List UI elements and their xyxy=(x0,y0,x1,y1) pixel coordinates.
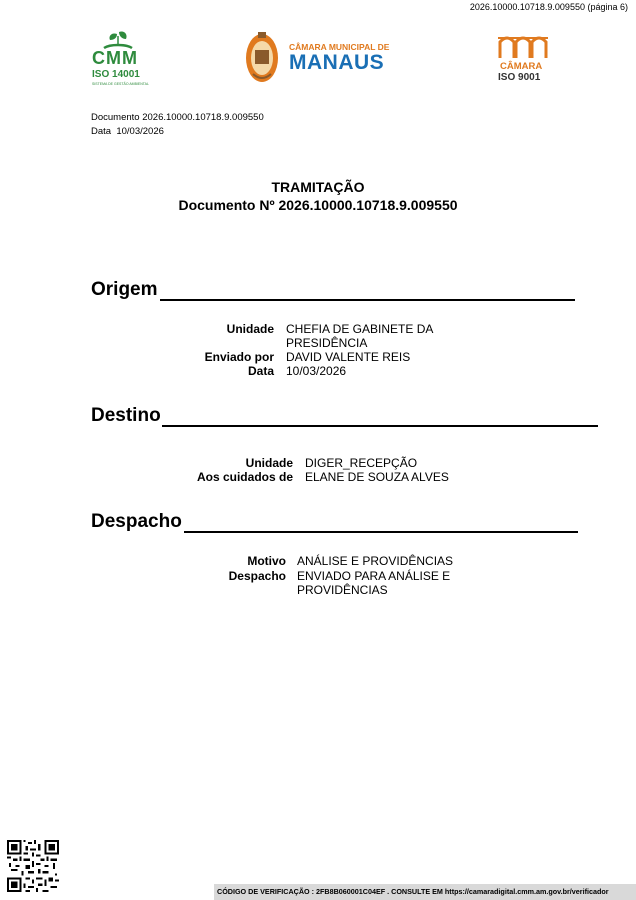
despacho-despacho-value-1: ENVIADO PARA ANÁLISE E xyxy=(297,569,451,583)
page-reference: 2026.10000.10718.9.009550 (página 6) xyxy=(469,2,628,12)
document-number-line: Documento 2026.10000.10718.9.009550 xyxy=(91,112,264,123)
origem-unidade-value-2: PRESIDÊNCIA xyxy=(286,336,368,350)
cmm-logo-text: CMM xyxy=(92,48,138,68)
arches-icon xyxy=(496,32,550,60)
document-date-line: Data 10/03/2026 xyxy=(91,126,164,137)
page-title xyxy=(0,178,636,214)
coat-of-arms-icon xyxy=(243,28,281,86)
title-document-number: Documento Nº 2026.10000.10718.9.009550 xyxy=(178,197,458,213)
destino-unidade-label: Unidade xyxy=(245,456,293,470)
destino-rule xyxy=(162,425,598,427)
despacho-heading: Despacho xyxy=(91,511,182,532)
verification-footer: CÓDIGO DE VERIFICAÇÃO : 2FB8B060001C04EF . CONSULTE EM https://camaradigital.cmm.am.gov.br/verificador xyxy=(214,884,636,900)
cmm-iso14001-logo xyxy=(88,30,149,88)
camara-iso9001-logo xyxy=(496,32,550,84)
destino-cuidados-value: ELANE DE SOUZA ALVES xyxy=(305,470,449,484)
camara-manaus-logo xyxy=(243,28,393,86)
iso-logo-9001: ISO 9001 xyxy=(498,72,541,83)
origem-heading: Origem xyxy=(91,279,158,300)
manaus-logo-main: MANAUS xyxy=(289,51,385,74)
document-info xyxy=(91,111,264,139)
cmm-logo-subtitle: SISTEMA DE GESTÃO AMBIENTAL xyxy=(92,82,149,86)
qr-code-icon xyxy=(7,840,59,892)
despacho-despacho-value-2: PROVIDÊNCIAS xyxy=(297,583,388,597)
destino-heading: Destino xyxy=(91,405,161,426)
origem-data-label: Data xyxy=(247,364,274,378)
destino-cuidados-label: Aos cuidados de xyxy=(196,470,293,484)
manaus-logo-top: CÂMARA MUNICIPAL DE xyxy=(289,42,390,52)
despacho-motivo-label: Motivo xyxy=(247,554,286,568)
origem-unidade-label: Unidade xyxy=(226,322,274,336)
origem-enviado-label: Enviado por xyxy=(204,350,274,364)
origem-data-value: 10/03/2026 xyxy=(286,364,347,378)
origem-rule xyxy=(160,299,575,301)
destino-unidade-value: DIGER_RECEPÇÃO xyxy=(305,456,418,470)
cmm-logo-iso: ISO 14001 xyxy=(92,69,140,80)
origem-unidade-value-1: CHEFIA DE GABINETE DA xyxy=(286,322,434,336)
despacho-motivo-value: ANÁLISE E PROVIDÊNCIAS xyxy=(297,554,454,568)
title-tramitacao: TRAMITAÇÃO xyxy=(271,179,365,195)
despacho-rule xyxy=(184,531,578,533)
iso-logo-camara: CÂMARA xyxy=(500,61,543,72)
despacho-despacho-label: Despacho xyxy=(228,569,286,583)
origem-enviado-value: DAVID VALENTE REIS xyxy=(286,350,411,364)
